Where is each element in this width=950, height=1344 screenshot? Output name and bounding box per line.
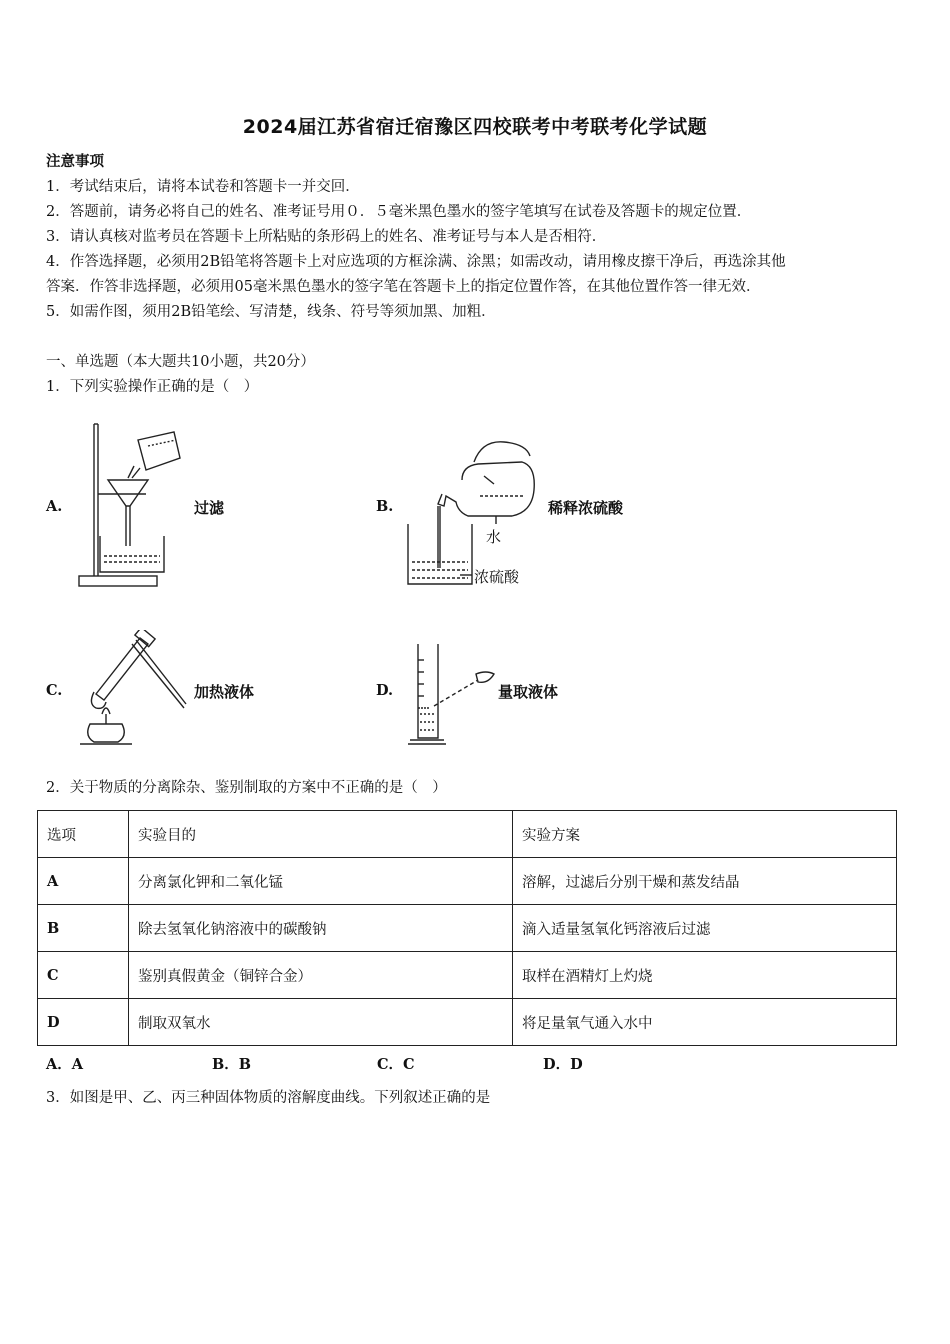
- q1-option-c-letter: C.: [46, 682, 63, 699]
- notice-item-2: 2．答题前，请务必将自己的姓名、准考证号用０．５毫米黑色墨水的签字笔填写在试卷及答题卡的规定位置．: [46, 204, 752, 220]
- table-cell: 将足量氧气通入水中: [513, 999, 897, 1046]
- notice-item-4: 4．作答选择题，必须用2B铅笔将答题卡上对应选项的方框涂满、涂黑；如需改动，请用橡皮擦干净后，再选涂其他: [46, 254, 786, 270]
- label-water: 水: [486, 528, 502, 546]
- notice-heading: 注意事项: [46, 153, 104, 170]
- table-row: [38, 999, 897, 1046]
- table-cell: 除去氢氧化钠溶液中的碳酸钠: [129, 905, 513, 952]
- q1-option-d-letter: D.: [376, 682, 394, 699]
- notice-item-4-cont: 答案．作答非选择题，必须用05毫米黑色墨水的签字笔在答题卡上的指定位置作答，在其他位置作答一律无效．: [46, 279, 761, 295]
- table-cell: 滴入适量氢氧化钙溶液后过滤: [513, 905, 897, 952]
- table-cell: 溶解，过滤后分别干燥和蒸发结晶: [513, 858, 897, 905]
- table-cell: 制取双氧水: [129, 999, 513, 1046]
- table-header-cell: 实验方案: [513, 811, 897, 858]
- filtration-apparatus-image: [76, 418, 186, 590]
- graduated-cylinder-image: [404, 640, 504, 748]
- notice-item-3: 3．请认真核对监考员在答题卡上所粘贴的条形码上的姓名、准考证号与本人是否相符．: [46, 229, 607, 245]
- q2-answer-d: D．D: [543, 1056, 583, 1073]
- heating-liquid-image: [76, 630, 188, 748]
- notice-item-1: 1．考试结束后，请将本试卷和答题卡一并交回．: [46, 179, 360, 195]
- table-row: [38, 905, 897, 952]
- question-2-table: [37, 810, 897, 1046]
- table-header-cell: 选项: [38, 811, 129, 858]
- q1-option-c-text: 加热液体: [194, 683, 255, 701]
- q1-option-b-text: 稀释浓硫酸: [548, 499, 624, 517]
- table-row: [38, 858, 897, 905]
- table-header-row: [38, 811, 897, 858]
- q2-answer-a: A．A: [46, 1056, 84, 1073]
- q1-option-b-letter: B.: [376, 498, 394, 515]
- table-cell: 取样在酒精灯上灼烧: [513, 952, 897, 999]
- q2-answer-b: B．B: [212, 1056, 252, 1073]
- section-heading: 一、单选题（本大题共10小题，共20分）: [46, 354, 315, 370]
- table-cell: 鉴别真假黄金（铜锌合金）: [129, 952, 513, 999]
- dilution-apparatus-image: [402, 436, 542, 588]
- q1-option-a-text: 过滤: [194, 499, 225, 517]
- question-1-stem: 1．下列实验操作正确的是（ ）: [46, 379, 259, 395]
- table-cell: 分离氯化钾和二氧化锰: [129, 858, 513, 905]
- q1-option-a-letter: A.: [46, 498, 63, 515]
- question-3-stem: 3．如图是甲、乙、丙三种固体物质的溶解度曲线。下列叙述正确的是: [46, 1090, 491, 1106]
- table-cell: A: [38, 858, 129, 905]
- page-title: 2024届江苏省宿迁宿豫区四校联考中考联考化学试题: [242, 116, 708, 138]
- table-header-cell: 实验目的: [129, 811, 513, 858]
- table-cell: C: [38, 952, 129, 999]
- table-cell: B: [38, 905, 129, 952]
- table-row: [38, 952, 897, 999]
- table-cell: D: [38, 999, 129, 1046]
- notice-item-5: 5．如需作图，须用2B铅笔绘、写清楚，线条、符号等须加黑、加粗．: [46, 304, 496, 320]
- q1-option-d-text: 量取液体: [498, 683, 559, 701]
- question-2-stem: 2．关于物质的分离除杂、鉴别制取的方案中不正确的是（ ）: [46, 780, 447, 796]
- label-conc-acid: 浓硫酸: [474, 568, 520, 586]
- q2-answer-c: C．C: [377, 1056, 415, 1073]
